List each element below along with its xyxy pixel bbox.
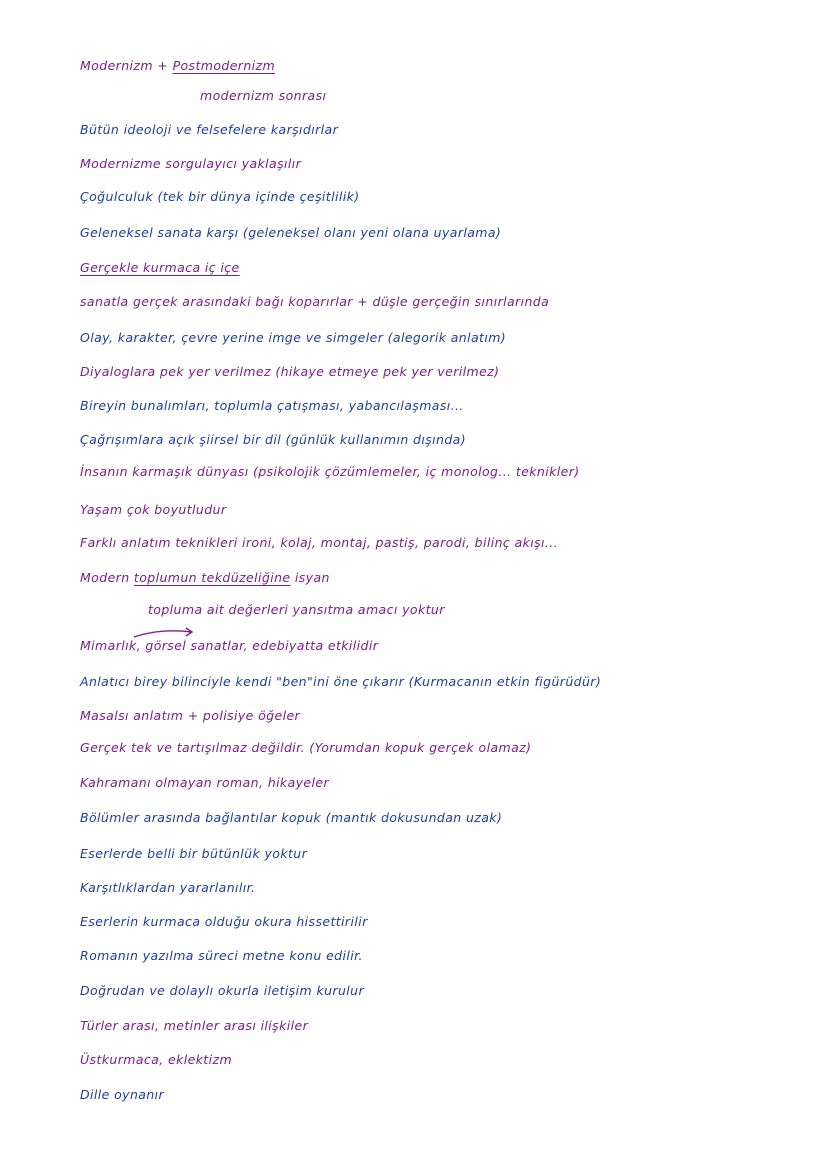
note-line: sanatla gerçek arasındaki bağı koparırlar + düşle gerçeğin sınırlarında: [80, 294, 550, 309]
note-line: Kahramanı olmayan roman, hikayeler: [80, 775, 330, 790]
note-line: Yaşam çok boyutludur: [80, 502, 227, 517]
note-line: Geleneksel sanata karşı (geleneksel olanı yeni olana uyarlama): [80, 225, 502, 240]
note-fragment: Modern: [80, 570, 134, 585]
note-line: Doğrudan ve dolaylı okurla iletişim kurulur: [80, 983, 365, 998]
note-fragment: isyan: [290, 570, 330, 585]
note-line: Çoğulculuk (tek bir dünya içinde çeşitlilik): [80, 189, 360, 204]
title-modernizm: Modernizm +: [80, 58, 173, 73]
page-title: [80, 58, 275, 74]
note-fragment: görsel sanatlar, edebiyatta etkilidir: [145, 638, 379, 653]
note-line: Çağrışımlara açık şiirsel bir dil (günlük kullanımın dışında): [80, 432, 466, 447]
title-postmodernizm: Postmodernizm: [172, 58, 276, 73]
note-line: İnsanın karmaşık dünyası (psikolojik çözümlemeler, iç monolog... teknikler): [80, 464, 580, 479]
note-line: Romanın yazılma süreci metne konu edilir.: [80, 948, 363, 963]
note-line: Masalsı anlatım + polisiye öğeler: [80, 708, 301, 723]
note-line-indented: topluma ait değerleri yansıtma amacı yoktur: [148, 602, 445, 617]
note-line: Diyaloglara pek yer verilmez (hikaye etmeye pek yer verilmez): [80, 364, 500, 379]
note-line: Modernizme sorgulayıcı yaklaşılır: [80, 156, 302, 171]
note-line: Farklı anlatım teknikleri ironi, kolaj, montaj, pastiş, parodi, bilinç akışı...: [80, 535, 559, 550]
note-line: Karşıtlıklardan yararlanılır.: [80, 880, 256, 895]
note-line: [80, 570, 330, 586]
note-line: Eserlerde belli bir bütünlük yoktur: [80, 846, 308, 861]
note-line: Anlatıcı birey bilinciyle kendi "ben"ini öne çıkarır (Kurmacanın etkin figürüdür): [80, 674, 602, 689]
note-line: Eserlerin kurmaca olduğu okura hissettirilir: [80, 914, 368, 929]
note-fragment: Mimarlık,: [80, 638, 146, 653]
page-subtitle: modernizm sonrası: [200, 88, 327, 103]
note-line: Bölümler arasında bağlantılar kopuk (mantık dokusundan uzak): [80, 810, 503, 825]
note-line: Bütün ideoloji ve felsefelere karşıdırlar: [80, 122, 339, 137]
note-line: Üstkurmaca, eklektizm: [80, 1052, 233, 1067]
note-line: [80, 638, 378, 654]
note-line: Türler arası, metinler arası ilişkiler: [80, 1018, 309, 1033]
note-line: Dille oynanır: [80, 1087, 165, 1102]
note-line: Gerçek tek ve tartışılmaz değildir. (Yorumdan kopuk gerçek olamaz): [80, 740, 532, 755]
note-fragment-underlined: toplumun tekdüzeliğine: [133, 570, 291, 585]
note-heading: Gerçekle kurmaca iç içe: [80, 260, 240, 275]
note-line: Bireyin bunalımları, toplumla çatışması, yabancılaşması...: [80, 398, 464, 413]
note-line: Olay, karakter, çevre yerine imge ve simgeler (alegorik anlatım): [80, 330, 507, 345]
